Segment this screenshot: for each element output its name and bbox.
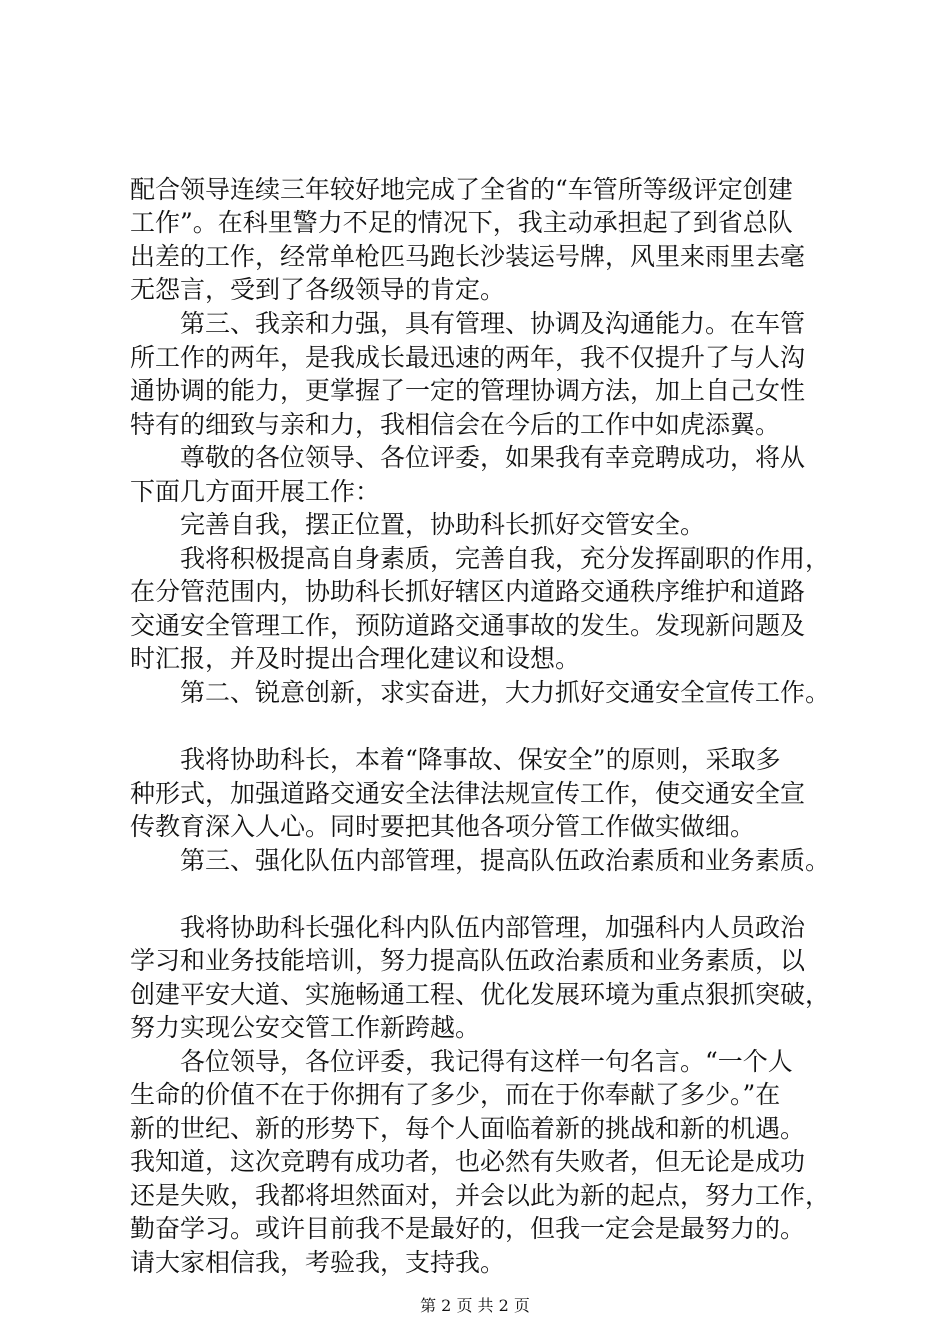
text-line: 第三、强化队伍内部管理，提高队伍政治素质和业务素质。 <box>130 846 831 875</box>
text-line: 无怨言，受到了各级领导的肯定。 <box>130 275 506 304</box>
page-number-footer: 第 2 页 共 2 页 <box>420 1296 530 1315</box>
text-line: 种形式，加强道路交通安全法律法规宣传工作，使交通安全宣 <box>130 779 806 808</box>
text-line: 我将积极提高自身素质，完善自我，充分发挥副职的作用， <box>130 544 831 573</box>
text-line: 第三、我亲和力强，具有管理、协调及沟通能力。在车管 <box>130 309 806 338</box>
text-line: 所工作的两年，是我成长最迅速的两年，我不仅提升了与人沟 <box>130 343 806 372</box>
text-line: 请大家相信我，考验我，支持我。 <box>130 1248 506 1277</box>
text-line: 新的世纪、新的形势下，每个人面临着新的挑战和新的机遇。 <box>130 1114 806 1143</box>
text-line: 通协调的能力，更掌握了一定的管理协调方法，加上自己女性 <box>130 376 806 405</box>
text-line: 勤奋学习。或许目前我不是最好的，但我一定会是最努力的。 <box>130 1214 806 1243</box>
text-line: 下面几方面开展工作： <box>130 477 381 506</box>
text-line: 在分管范围内，协助科长抓好辖区内道路交通秩序维护和道路 <box>130 577 806 606</box>
text-line: 交通安全管理工作，预防道路交通事故的发生。发现新问题及 <box>130 611 806 640</box>
text-line: 还是失败，我都将坦然面对，并会以此为新的起点，努力工作， <box>130 1181 831 1210</box>
text-line: 尊敬的各位领导、各位评委，如果我有幸竞聘成功，将从 <box>130 443 806 472</box>
text-line: 创建平安大道、实施畅通工程、优化发展环境为重点狠抓突破， <box>130 980 831 1009</box>
text-line: 特有的细致与亲和力，我相信会在今后的工作中如虎添翼。 <box>130 410 781 439</box>
text-line: 我将协助科长强化科内队伍内部管理，加强科内人员政治 <box>130 913 806 942</box>
text-line: 我将协助科长，本着“降事故、保安全”的原则，采取多 <box>130 745 781 774</box>
text-line: 学习和业务技能培训，努力提高队伍政治素质和业务素质，以 <box>130 946 806 975</box>
text-line: 出差的工作，经常单枪匹马跑长沙装运号牌，风里来雨里去毫 <box>130 242 806 271</box>
text-line: 传教育深入人心。同时要把其他各项分管工作做实做细。 <box>130 812 756 841</box>
text-line: 时汇报，并及时提出合理化建议和设想。 <box>130 644 581 673</box>
text-line: 配合领导连续三年较好地完成了全省的“车管所等级评定创建 <box>130 175 793 204</box>
text-line: 生命的价值不在于你拥有了多少，而在于你奉献了多少。”在 <box>130 1080 781 1109</box>
text-line: 我知道，这次竞聘有成功者，也必然有失败者，但无论是成功 <box>130 1147 806 1176</box>
text-line: 努力实现公安交管工作新跨越。 <box>130 1013 481 1042</box>
text-line: 完善自我，摆正位置，协助科长抓好交管安全。 <box>130 510 706 539</box>
text-line: 第二、锐意创新，求实奋进，大力抓好交通安全宣传工作。 <box>130 678 831 707</box>
text-line: 工作”。在科里警力不足的情况下，我主动承担起了到省总队 <box>130 208 793 237</box>
text-line: 各位领导，各位评委，我记得有这样一句名言。“一个人 <box>130 1047 793 1076</box>
